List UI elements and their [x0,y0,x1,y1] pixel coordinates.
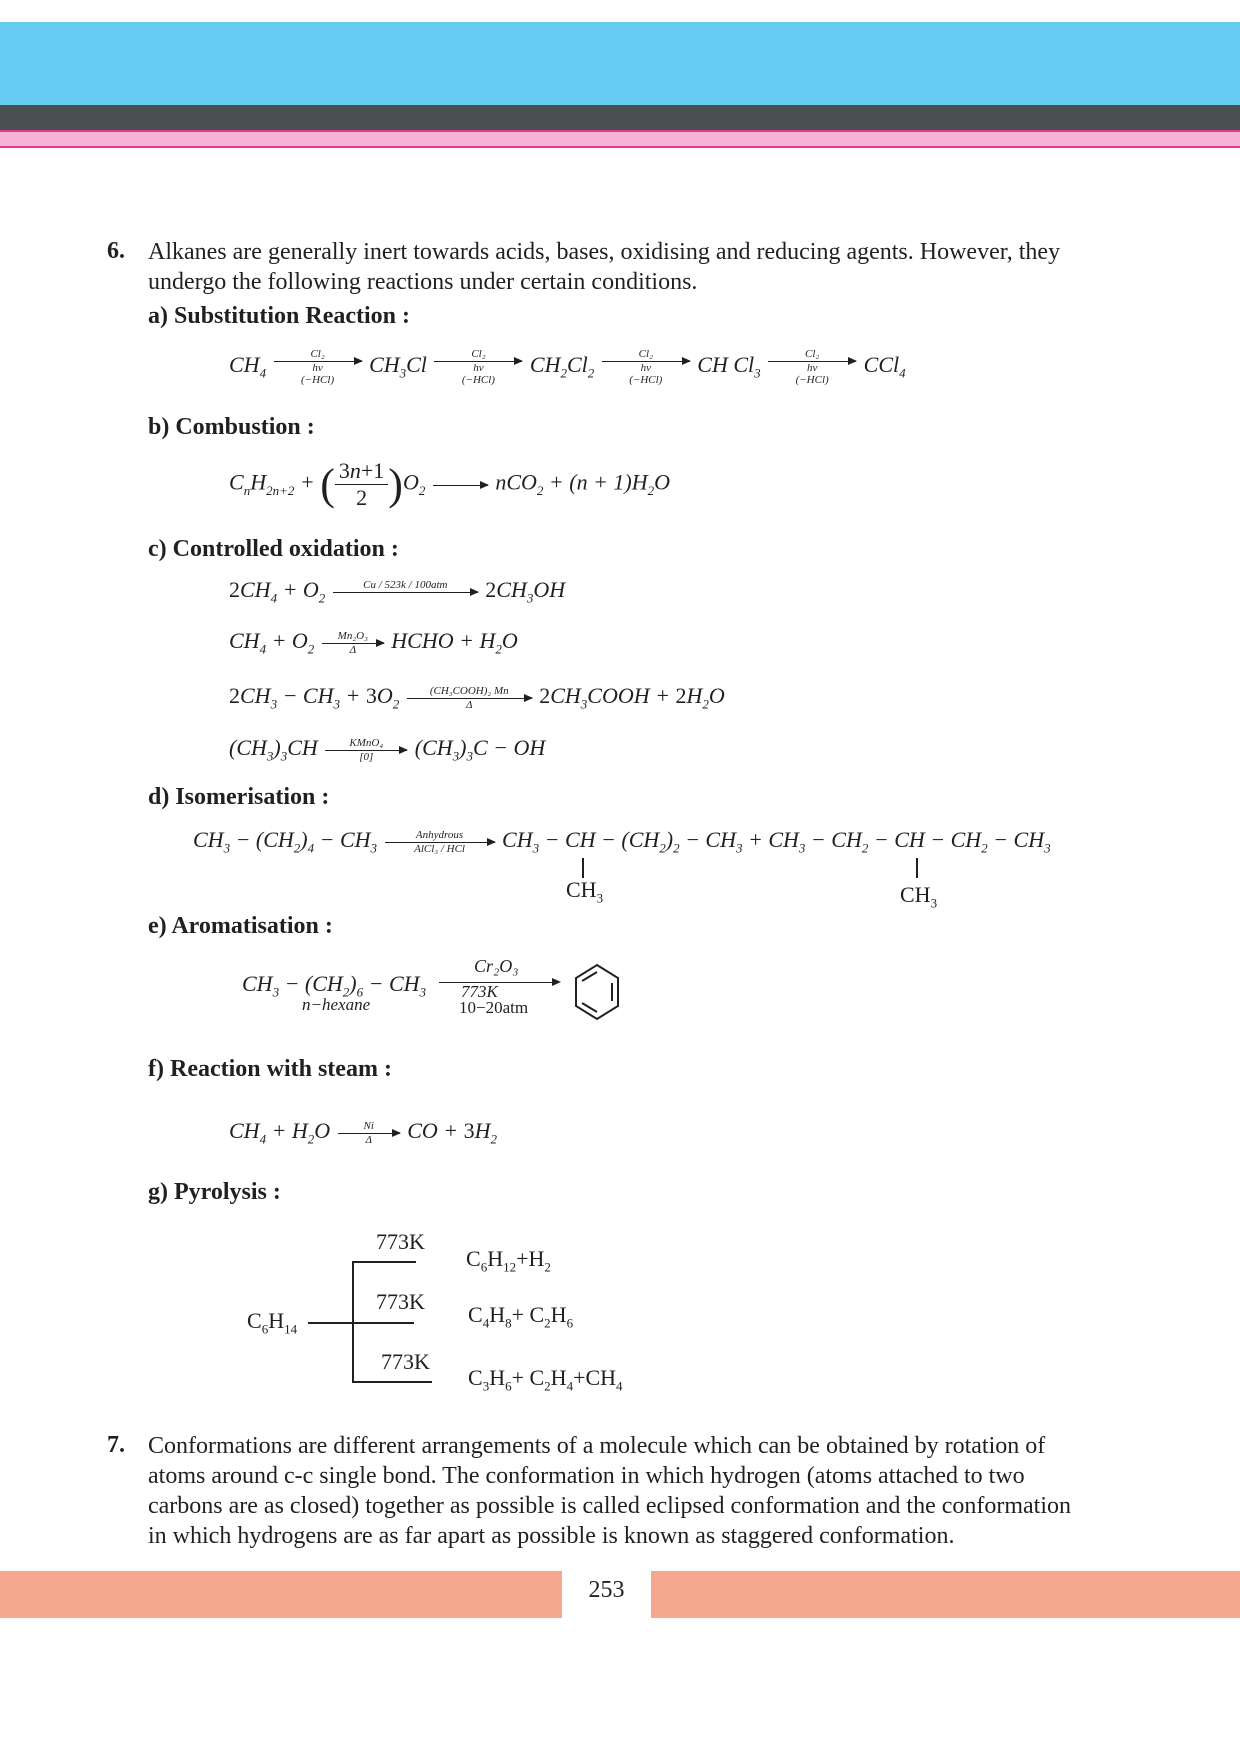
equation-combustion: $C_nH_{2n+2}$ + ( $\frac{3n+1}{2}$ )$O_2$ $nCO_2 + (n + 1)H_2O$ [229,458,671,510]
isomer-branch-bond-2 [916,858,918,878]
heading-controlled-oxidation: c) Controlled oxidation : [148,536,399,562]
q7-text [148,1431,1148,1551]
q7-number: 7. [107,1432,125,1458]
heading-pyrolysis: g) Pyrolysis : [148,1179,281,1205]
equation-steam: $CH_4 + H_2O$ $\frac{Ni}{\Delta}$ CO + $3H_2$ [229,1118,497,1147]
equation-isomerisation: $CH_3 - (CH_2)_4 - CH_3$ Anhydrous AlCl₃ / HCl $CH_3$ − CH − $(CH_2)_2 - CH_3 + CH_3 - CH_2$ − CH − $CH_2 - CH_3$ [193,827,1051,856]
q6-intro [148,237,1148,297]
isomer-branch-ch3-2: $CH_3$ [900,882,938,911]
arrow-3: Cl₂ hv (−HCl) [602,348,690,386]
arrow-2: Cl₂ hv (−HCl) [434,348,522,386]
heading-isomerisation: d) Isomerisation : [148,784,330,810]
q7-line1: Conformations are different arrangements of a molecule which can be obtained by rotation of [148,1433,1046,1459]
isomer-branch-ch3-1: $CH_3$ [566,877,604,906]
benzene-ring-icon [573,963,621,1021]
q6-intro-line1: Alkanes are generally inert towards acids, bases, oxidising and reducing agents. However, they [148,239,1061,265]
equation-oxidation-4: $(CH_3)_3CH$ KMnO₄ [0] $(CH_3)_3C$ − OH [229,735,546,764]
pyrolysis-reactant: $C_6H_{14}$ [247,1308,298,1337]
footer-band-right [651,1571,1240,1618]
isomer-branch-bond-1 [582,858,584,878]
cr2o3-label: Cr₂O₃ [474,956,519,976]
heading-aromatisation: e) Aromatisation : [148,913,333,939]
equation-oxidation-2: $CH_4 + O_2$ $\frac{\text{Mn₂O₃}}{\Delta}$ HCHO + $H_2O$ [229,628,518,657]
pyrolysis-branch-line [352,1261,354,1382]
pyrolysis-product-2: $C_4H_8+ C_2H_6$ [468,1302,574,1331]
header-band-dark [0,105,1240,130]
q6-intro-line2: undergo the following reactions under certain conditions. [148,269,698,295]
equation-oxidation-1: $2CH_4 + O_2$ Cu / 523k / 100atm $2CH_3OH$ [229,577,566,606]
heading-reaction-with-steam: f) Reaction with steam : [148,1056,392,1082]
pyrolysis-temp-3: 773K [381,1349,430,1374]
header-band-blue [0,22,1240,105]
pyrolysis-bottom-line [352,1381,432,1383]
equation-aromatisation: $CH_3 - (CH_2)_6 - CH_3$ [242,971,427,1000]
arrow-4: Cl₂ hv (−HCl) [768,348,856,386]
q7-line4: in which hydrogens are as far apart as possible is known as staggered conformation. [148,1523,955,1549]
q7-line2: atoms around c-c single bond. The conformation in which hydrogen (atoms attached to two [148,1463,1025,1489]
pyrolysis-top-line [352,1261,416,1263]
nhexane-label: n−hexane [302,995,371,1014]
page-number: 253 [588,1577,625,1603]
pressure-label: 10−20atm [459,998,529,1017]
pyrolysis-product-3: $C_3H_6+ C_2H_4+CH_4$ [468,1365,623,1394]
arrow-1: Cl₂ hv (−HCl) [274,348,362,386]
heading-substitution: a) Substitution Reaction : [148,303,411,329]
pyrolysis-product-1: $C_6H_{12}+H_2$ [466,1246,551,1275]
equation-substitution: $CH_4$ Cl₂ hv (−HCl) $CH_3Cl$ Cl₂ hv (−HCl) $CH_2Cl_2$ Cl₂ hv (−HCl) CH $Cl_3$ Cl₂ hv (−HCl) CCl$_4$ [229,348,906,386]
pyrolysis-stem-line [308,1322,414,1324]
arrow-aromatisation-head [552,978,561,986]
q6-number: 6. [107,238,125,264]
footer-band-left [0,1571,562,1618]
arrow-combustion [433,472,488,498]
pyrolysis-temp-1: 773K [376,1229,425,1254]
equation-oxidation-3: $2CH_3 - CH_3 + 3O_2$ (CH₃COOH)₂ Mn Δ $2CH_3COOH + 2H_2O$ [229,683,725,712]
heading-combustion: b) Combustion : [148,414,315,440]
temp-773k-label: 773K [461,982,498,1001]
pyrolysis-temp-2: 773K [376,1289,425,1314]
q7-line3: carbons are as closed) together as possible is called eclipsed conformation and the conformation [148,1493,1072,1519]
header-band-pink [0,130,1240,148]
